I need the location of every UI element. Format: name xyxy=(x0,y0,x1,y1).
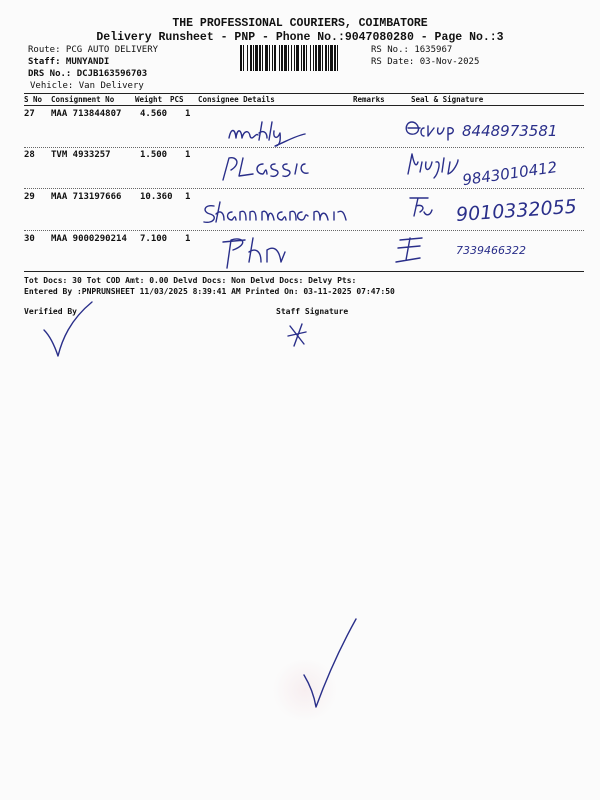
consignee-signature-29 xyxy=(198,198,358,228)
table-top-rule xyxy=(24,93,584,94)
staff-label: Staff: MUNYANDI xyxy=(28,57,110,67)
staff-signature-label: Staff Signature xyxy=(276,307,349,316)
drs-number: DRS No.: DCJB163596703 xyxy=(28,69,148,79)
consignee-signature-27 xyxy=(225,118,315,148)
consignee-signature-30 xyxy=(215,234,305,270)
cell-pcs: 1 xyxy=(185,150,191,160)
header-sno: S No xyxy=(24,95,43,104)
cell-sno: 28 xyxy=(24,150,35,160)
cell-pcs: 1 xyxy=(185,234,191,244)
page-subtitle: Delivery Runsheet - PNP - Phone No.:9047080280 - Page No.:3 xyxy=(96,31,504,44)
staff-signature-mark xyxy=(284,318,314,348)
verified-tick-mark xyxy=(36,300,96,360)
cell-consignment: MAA 9000290214 xyxy=(51,234,127,244)
barcode-image xyxy=(240,45,367,71)
large-tick-mark xyxy=(300,615,360,715)
cell-consignment: TVM 4933257 xyxy=(51,150,111,160)
seal-signature-27 xyxy=(402,114,562,146)
cell-pcs: 1 xyxy=(185,109,191,119)
cell-consignment: MAA 713197666 xyxy=(51,192,122,202)
table-bottom-rule xyxy=(24,271,584,272)
header-remarks: Remarks xyxy=(353,95,385,104)
verified-by-label: Verified By xyxy=(24,307,77,316)
entered-by-line: Entered By :PNPRUNSHEET 11/03/2025 8:39:41 AM Printed On: 03-11-2025 07:47:50 xyxy=(24,287,395,296)
cell-sno: 27 xyxy=(24,109,35,119)
rs-number: RS No.: 1635967 xyxy=(371,45,453,55)
seal-signature-28 xyxy=(400,150,585,190)
cell-weight: 4.560 xyxy=(140,109,168,119)
svg-text:9010332055: 9010332055 xyxy=(455,195,578,227)
rs-date: RS Date: 03-Nov-2025 xyxy=(371,57,480,67)
vehicle-label: Vehicle: Van Delivery xyxy=(30,81,144,91)
cell-sno: 29 xyxy=(24,192,35,202)
cell-weight: 10.360 xyxy=(140,192,173,202)
cell-consignment: MAA 713844807 xyxy=(51,109,122,119)
route-label: Route: PCG AUTO DELIVERY xyxy=(28,45,159,55)
svg-text:9843010412: 9843010412 xyxy=(461,158,559,190)
totals-line: Tot Docs: 30 Tot COD Amt: 0.00 Delvd Docs: Non Delvd Docs: Delvy Pts: xyxy=(24,276,357,285)
page-title: THE PROFESSIONAL COURIERS, COIMBATORE xyxy=(172,17,428,30)
header-consignment: Consignment No xyxy=(51,95,115,104)
consignee-signature-28 xyxy=(215,152,330,184)
header-consignee: Consignee Details xyxy=(198,95,275,104)
cell-pcs: 1 xyxy=(185,192,191,202)
svg-text:7339466322: 7339466322 xyxy=(456,244,526,257)
row-rule xyxy=(24,230,584,231)
header-seal-signature: Seal & Signature xyxy=(411,95,484,104)
cell-weight: 1.500 xyxy=(140,150,168,160)
cell-sno: 30 xyxy=(24,234,35,244)
svg-text:8448973581: 8448973581 xyxy=(462,122,558,140)
table-header-rule xyxy=(24,105,584,106)
header-pcs: PCS xyxy=(170,95,184,104)
seal-signature-29 xyxy=(400,192,590,228)
cell-weight: 7.100 xyxy=(140,234,168,244)
seal-signature-30 xyxy=(394,234,544,266)
header-weight: Weight xyxy=(135,95,163,104)
